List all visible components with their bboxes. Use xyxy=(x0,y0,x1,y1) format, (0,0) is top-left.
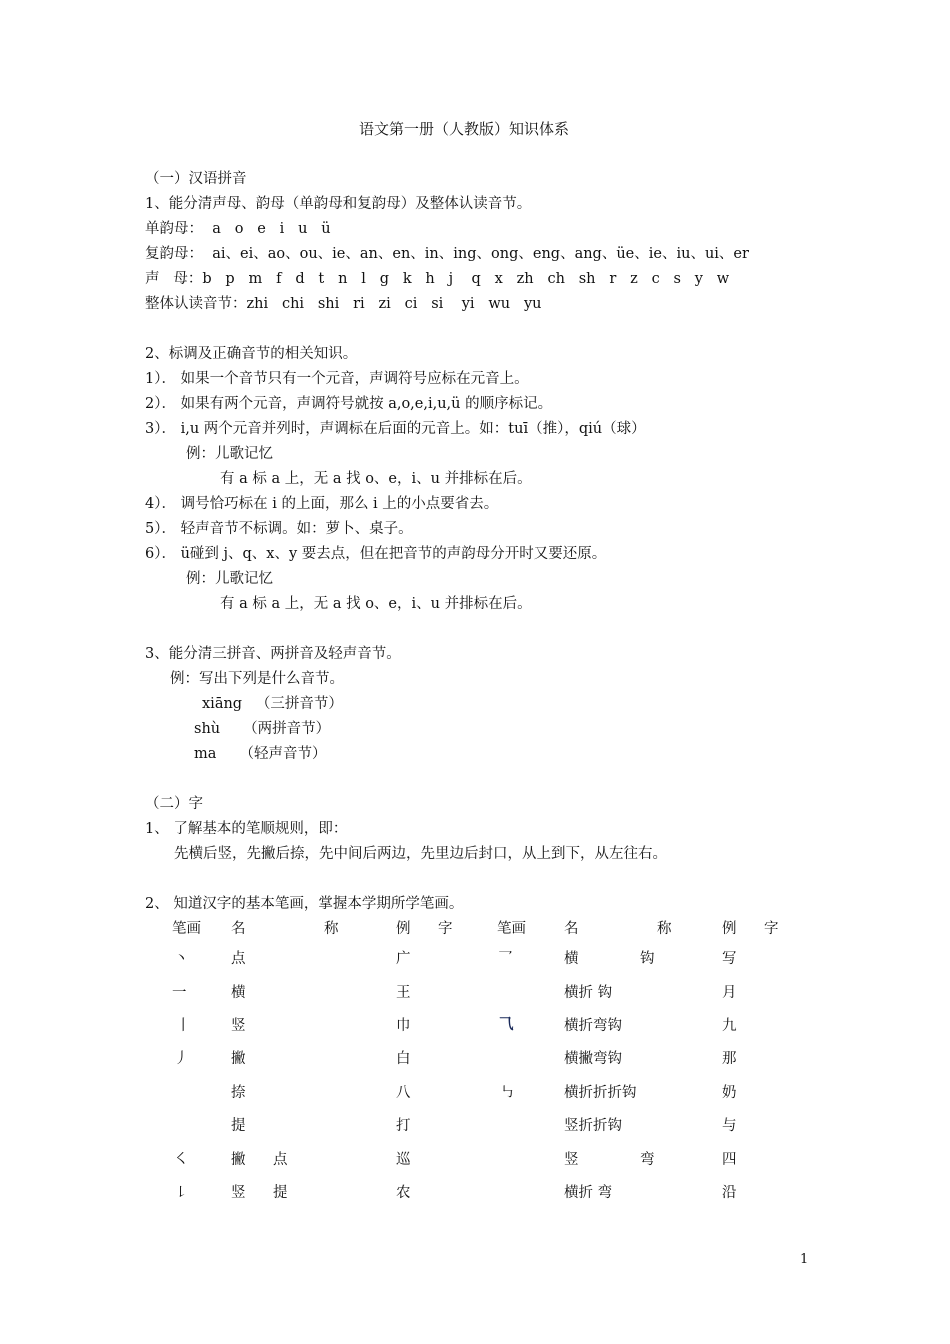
example-char: 巡 xyxy=(396,1152,411,1168)
stroke-glyph: 丿 xyxy=(174,1051,189,1067)
stroke-name-part: 弯 xyxy=(640,1152,655,1168)
stroke-glyph: 丨 xyxy=(176,1018,191,1034)
page-number: 1 xyxy=(800,1252,809,1267)
stroke-name: 横折弯钩 xyxy=(564,1018,622,1034)
stroke-name-part: 提 xyxy=(273,1185,288,1201)
stroke-name: 横折折折钩 xyxy=(564,1085,637,1101)
rhyme-line: 有 a 标 a 上，无 a 找 o、e，i、u 并排标在后。 xyxy=(220,596,532,612)
stroke-name: 竖 xyxy=(564,1152,579,1168)
example-char: 九 xyxy=(722,1018,737,1034)
stroke-name: 竖 xyxy=(231,1185,246,1201)
stroke-name: 捺 xyxy=(231,1085,246,1101)
rule-2: 2）． 如果有两个元音，声调符号就按 a,o,e,i,u,ü 的顺序标记。 xyxy=(145,396,553,412)
example-char: 与 xyxy=(722,1118,737,1134)
stroke-name: 横撇弯钩 xyxy=(564,1051,622,1067)
item-1-stroke-order: 1、 了解基本的笔顺规则，即： xyxy=(145,821,348,837)
example-char: 沿 xyxy=(722,1185,737,1201)
example-char: 王 xyxy=(396,985,411,1001)
rule-6: 6）． ü碰到 j、q、x、y 要去点，但在把音节的声韵母分开时又要还原。 xyxy=(145,546,607,562)
header-cell: 称 xyxy=(324,921,339,937)
header-cell: 名 xyxy=(564,921,579,937)
item-2-basic-strokes: 2、 知道汉字的基本笔画，掌握本学期所学笔画。 xyxy=(145,896,464,912)
stroke-glyph: ⺄ xyxy=(499,1016,514,1033)
item-2-heading: 2、标调及正确音节的相关知识。 xyxy=(145,346,358,362)
item-1-heading: 1、能分清声母、韵母（单韵母和复韵母）及整体认读音节。 xyxy=(145,196,532,212)
stroke-name: 撇 xyxy=(231,1051,246,1067)
stroke-order-rules: 先横后竖，先撇后捺，先中间后两边，先里边后封口，从上到下，从左往右。 xyxy=(174,846,667,862)
syllable-example-2: shù （两拼音节） xyxy=(194,721,331,737)
example-char: 白 xyxy=(396,1051,411,1067)
example-prompt: 例：写出下列是什么音节。 xyxy=(170,671,344,687)
example-label: 例：儿歌记忆 xyxy=(186,446,273,462)
stroke-name: 撇 xyxy=(231,1152,246,1168)
initials-line: 声 母：b p m f d t n l g k h j q x zh ch sh r z c s y w xyxy=(145,271,730,287)
stroke-glyph: ㇙ xyxy=(174,1185,189,1201)
header-cell: 笔画 xyxy=(497,921,526,937)
rule-5: 5）． 轻声音节不标调。如：萝卜、桌子。 xyxy=(145,521,413,537)
example-char: 农 xyxy=(396,1185,411,1201)
single-finals-line: 单韵母： a o e i u ü xyxy=(145,221,331,237)
stroke-name: 提 xyxy=(231,1118,246,1134)
header-cell: 字 xyxy=(764,921,779,937)
whole-syllables-line: 整体认读音节：zhi chi shi ri zi ci si yi wu yu xyxy=(145,296,542,312)
stroke-name: 横 xyxy=(231,985,246,1001)
example-char: 奶 xyxy=(722,1085,737,1101)
stroke-glyph: ㇉ xyxy=(500,1085,515,1101)
header-cell: 名 xyxy=(231,921,246,937)
rule-4: 4）． 调号恰巧标在 i 的上面，那么 i 上的小点要省去。 xyxy=(145,496,499,512)
stroke-glyph: 一 xyxy=(172,985,187,1001)
stroke-name-part: 点 xyxy=(273,1152,288,1168)
syllable-example-1: xiāng （三拼音节） xyxy=(202,696,343,712)
header-cell: 称 xyxy=(657,921,672,937)
syllable-example-3: ma （轻声音节） xyxy=(194,746,327,762)
compound-finals-line: 复韵母： ai、ei、ao、ou、ie、an、en、in、ing、ong、eng、ang、üe、ie、iu、ui、er xyxy=(145,246,749,262)
page-title: 语文第一册（人教版）知识体系 xyxy=(359,120,570,138)
section-heading-pinyin: （一）汉语拼音 xyxy=(145,171,247,187)
stroke-name: 横 xyxy=(564,951,579,967)
stroke-name: 竖 xyxy=(231,1018,246,1034)
stroke-name: 点 xyxy=(231,951,246,967)
example-char: 写 xyxy=(722,951,737,967)
stroke-name: 横折 弯 xyxy=(564,1185,613,1201)
stroke-name: 竖折折钩 xyxy=(564,1118,622,1134)
stroke-name: 横折 钩 xyxy=(564,985,613,1001)
stroke-name-part: 钩 xyxy=(640,951,655,967)
example-char: 八 xyxy=(396,1085,411,1101)
example-char: 四 xyxy=(722,1152,737,1168)
example-char: 广 xyxy=(396,951,411,967)
rule-3: 3）． i,u 两个元音并列时，声调标在后面的元音上。如：tuī（推），qiú（球） xyxy=(145,421,646,437)
header-cell: 例 xyxy=(396,921,411,937)
section-heading-characters: （二）字 xyxy=(145,796,203,812)
stroke-glyph: 丶 xyxy=(174,951,189,967)
item-3-heading: 3、能分清三拼音、两拼音及轻声音节。 xyxy=(145,646,401,662)
example-char: 打 xyxy=(396,1118,411,1134)
stroke-glyph: 乛 xyxy=(498,951,513,967)
stroke-glyph: ㇛ xyxy=(174,1152,189,1168)
rule-1: 1）． 如果一个音节只有一个元音，声调符号应标在元音上。 xyxy=(145,371,529,387)
example-char: 月 xyxy=(722,985,737,1001)
header-cell: 字 xyxy=(438,921,453,937)
header-cell: 例 xyxy=(722,921,737,937)
example-char: 巾 xyxy=(396,1018,411,1034)
header-cell: 笔画 xyxy=(172,921,201,937)
example-label: 例：儿歌记忆 xyxy=(186,571,273,587)
rhyme-line: 有 a 标 a 上，无 a 找 o、e，i、u 并排标在后。 xyxy=(220,471,532,487)
example-char: 那 xyxy=(722,1051,737,1067)
